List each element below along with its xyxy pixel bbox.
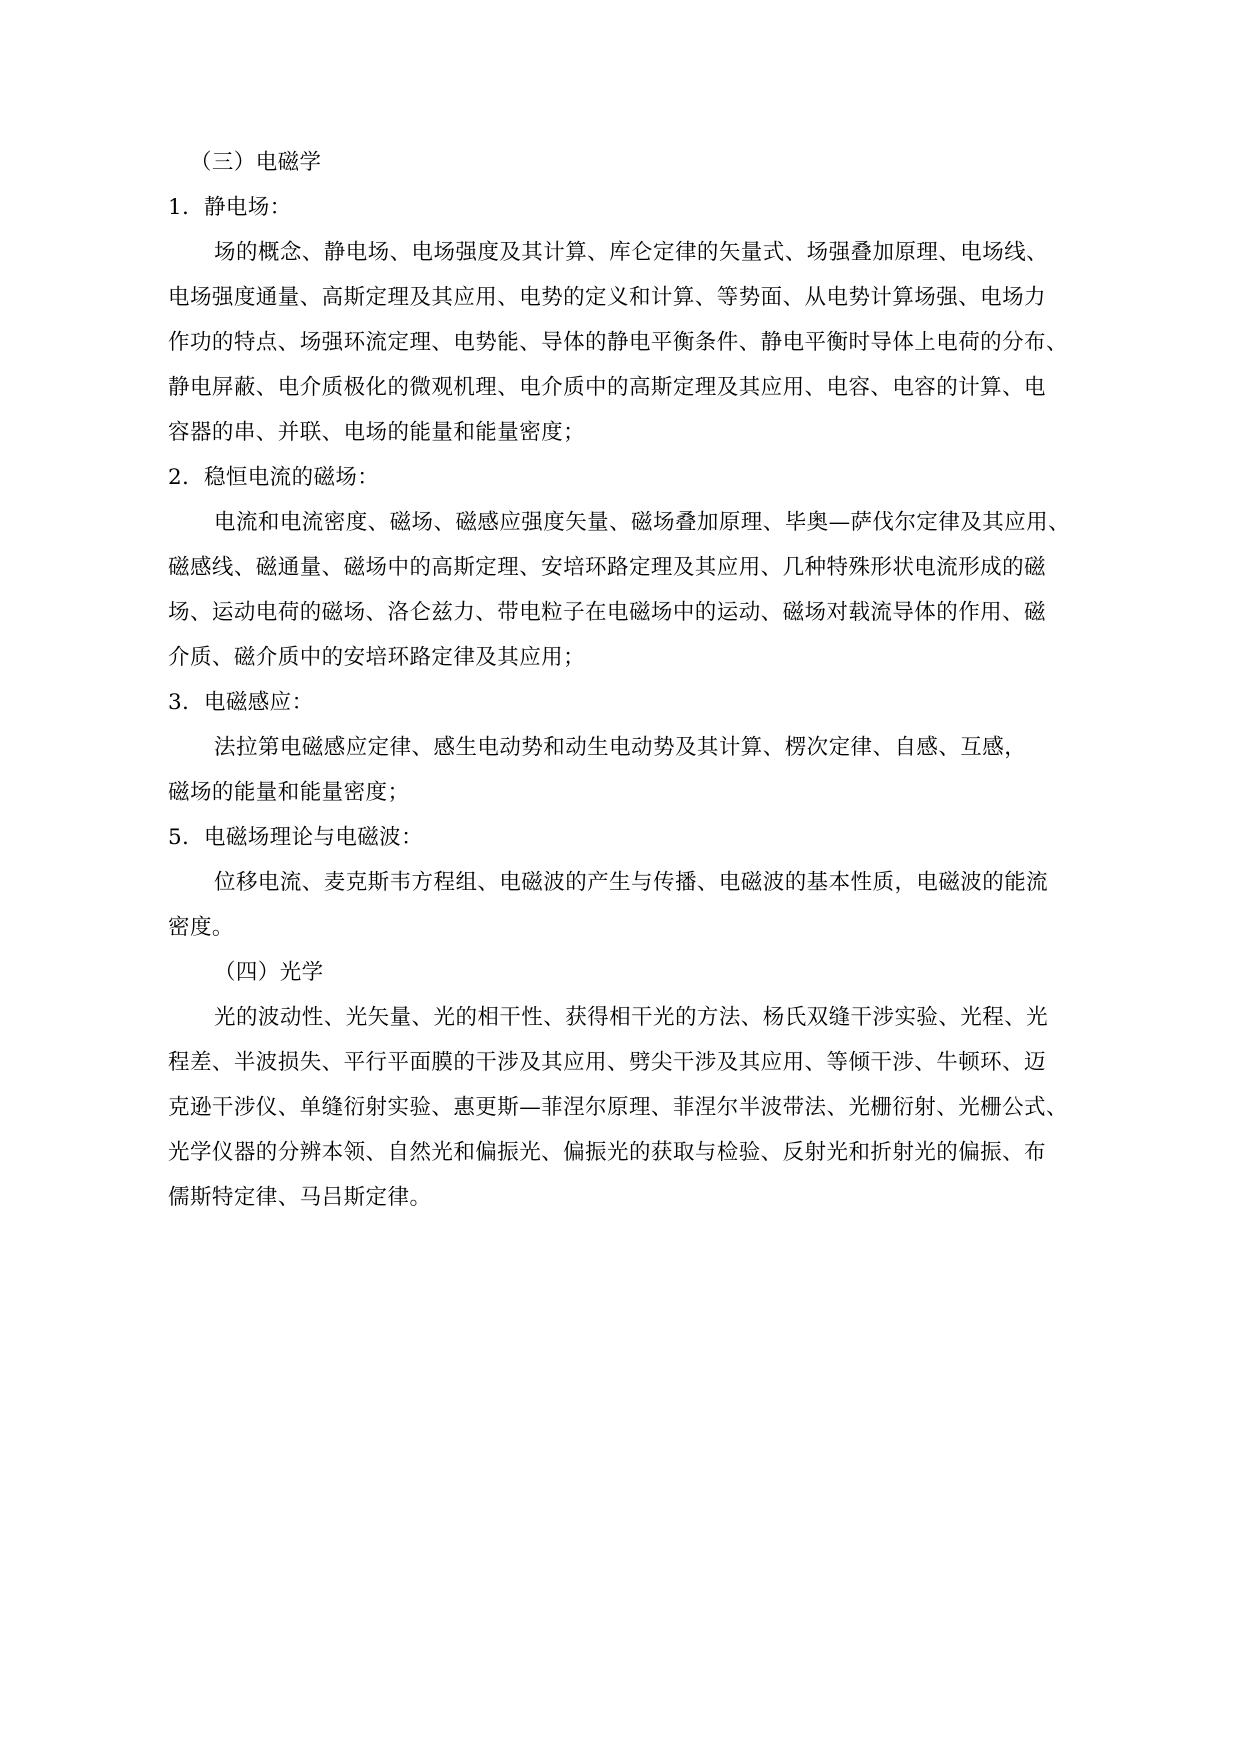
- section-heading-electromagnetism: （三）电磁学: [190, 150, 322, 175]
- paragraph-line: 场的概念、静电场、电场强度及其计算、库仑定律的矢量式、场强叠加原理、电场线、: [214, 240, 1049, 265]
- paragraph-line: 光的波动性、光矢量、光的相干性、获得相干光的方法、杨氏双缝干涉实验、光程、光: [214, 1005, 1049, 1030]
- paragraph-line: 法拉第电磁感应定律、感生电动势和动生电动势及其计算、楞次定律、自感、互感，: [214, 735, 1027, 760]
- paragraph-line: 位移电流、麦克斯韦方程组、电磁波的产生与传播、电磁波的基本性质，电磁波的能流: [214, 870, 1049, 895]
- paragraph-line: 作功的特点、场强环流定理、电势能、导体的静电平衡条件、静电平衡时导体上电荷的分布、: [168, 330, 1068, 355]
- paragraph-line: 容器的串、并联、电场的能量和能量密度；: [168, 420, 586, 445]
- paragraph-line: 克逊干涉仪、单缝衍射实验、惠更斯—菲涅尔原理、菲涅尔半波带法、光栅衍射、光栅公式、: [168, 1095, 1068, 1120]
- subsection-heading-steady-current-magnetic-field: 2．稳恒电流的磁场：: [168, 465, 380, 490]
- paragraph-line: 儒斯特定律、马吕斯定律。: [168, 1185, 432, 1210]
- paragraph-line: 场、运动电荷的磁场、洛仑兹力、带电粒子在电磁场中的运动、磁场对载流导体的作用、磁: [168, 600, 1047, 625]
- document-body: [168, 140, 1071, 1220]
- paragraph-line: 密度。: [168, 915, 234, 940]
- paragraph-line: 磁感线、磁通量、磁场中的高斯定理、安培环路定理及其应用、几种特殊形状电流形成的磁: [168, 555, 1047, 580]
- paragraph-line: 电流和电流密度、磁场、磁感应强度矢量、磁场叠加原理、毕奥—萨伐尔定律及其应用、: [214, 510, 1071, 535]
- section-heading-optics: （四）光学: [214, 960, 324, 985]
- subsection-heading-electromagnetic-induction: 3．电磁感应：: [168, 690, 314, 715]
- paragraph-line: 光学仪器的分辨本领、自然光和偏振光、偏振光的获取与检验、反射光和折射光的偏振、布: [168, 1140, 1047, 1165]
- paragraph-line: 介质、磁介质中的安培环路定律及其应用；: [168, 645, 586, 670]
- subsection-heading-em-field-theory-waves: 5．电磁场理论与电磁波：: [168, 825, 423, 850]
- subsection-heading-electrostatic-field: 1．静电场：: [168, 195, 292, 220]
- paragraph-line: 程差、半波损失、平行平面膜的干涉及其应用、劈尖干涉及其应用、等倾干涉、牛顿环、迈: [168, 1050, 1047, 1075]
- paragraph-line: 电场强度通量、高斯定理及其应用、电势的定义和计算、等势面、从电势计算场强、电场力: [168, 285, 1047, 310]
- paragraph-line: 静电屏蔽、电介质极化的微观机理、电介质中的高斯定理及其应用、电容、电容的计算、电: [168, 375, 1047, 400]
- paragraph-line: 磁场的能量和能量密度；: [168, 780, 410, 805]
